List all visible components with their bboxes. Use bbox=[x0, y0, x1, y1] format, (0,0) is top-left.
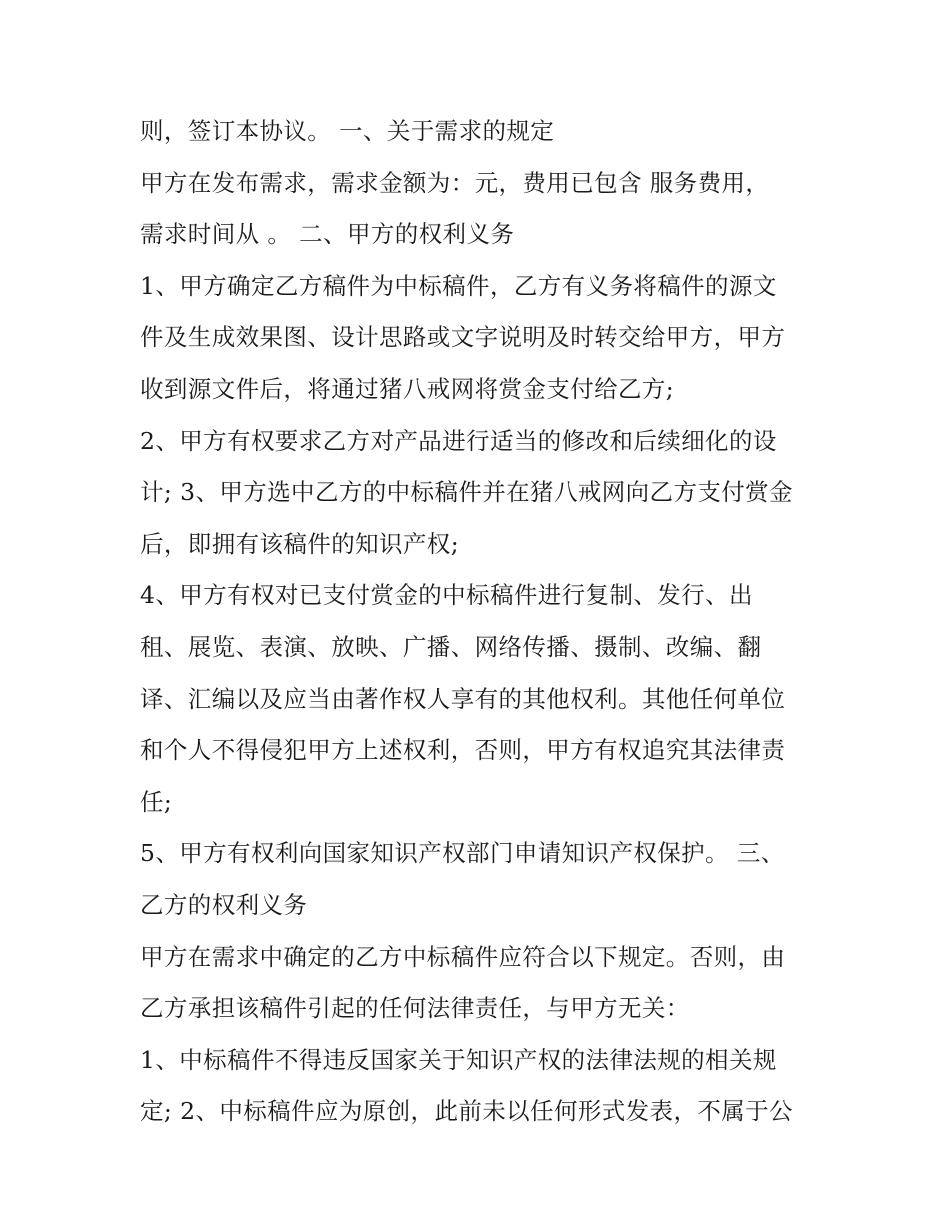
text-line: 租、展览、表演、放映、广播、网络传播、摄制、改编、翻 bbox=[140, 632, 762, 661]
text-line: 则，签订本协议。 一、关于需求的规定 bbox=[140, 117, 555, 145]
text-line: 定; 2、中标稿件应为原创，此前未以任何形式发表，不属于公 bbox=[140, 1097, 793, 1126]
text-line: 后，即拥有该稿件的知识产权; bbox=[140, 529, 460, 558]
text-line: 和个人不得侵犯甲方上述权利，否则，甲方有权追究其法律责 bbox=[140, 736, 786, 765]
text-line: 1、甲方确定乙方稿件为中标稿件，乙方有义务将稿件的源文 bbox=[140, 271, 777, 300]
text-line: 计; 3、甲方选中乙方的中标稿件并在猪八戒网向乙方支付赏金 bbox=[140, 478, 793, 507]
text-line: 2、甲方有权要求乙方对产品进行适当的修改和后续细化的设 bbox=[140, 426, 777, 455]
document-body bbox=[140, 106, 830, 1138]
text-line: 译、汇编以及应当由著作权人享有的其他权利。其他任何单位 bbox=[140, 684, 786, 713]
text-line: 甲方在需求中确定的乙方中标稿件应符合以下规定。否则，由 bbox=[140, 942, 786, 971]
text-line: 5、甲方有权利向国家知识产权部门申请知识产权保护。 三、 bbox=[140, 839, 785, 868]
text-line: 4、甲方有权对已支付赏金的中标稿件进行复制、发行、出 bbox=[140, 581, 753, 610]
text-line: 任; bbox=[140, 787, 173, 816]
text-line: 件及生成效果图、设计思路或文字说明及时转交给甲方，甲方 bbox=[140, 323, 786, 352]
text-line: 收到源文件后，将通过猪八戒网将赏金支付给乙方; bbox=[140, 374, 675, 403]
text-line: 乙方的权利义务 bbox=[140, 890, 308, 919]
text-line: 甲方在发布需求，需求金额为：元，费用已包含 服务费用， bbox=[140, 168, 770, 197]
text-line: 乙方承担该稿件引起的任何法律责任，与甲方无关： bbox=[140, 994, 690, 1023]
text-line: 需求时间从 。 二、甲方的权利义务 bbox=[140, 220, 515, 249]
text-line: 1、中标稿件不得违反国家关于知识产权的法律法规的相关规 bbox=[140, 1045, 777, 1074]
